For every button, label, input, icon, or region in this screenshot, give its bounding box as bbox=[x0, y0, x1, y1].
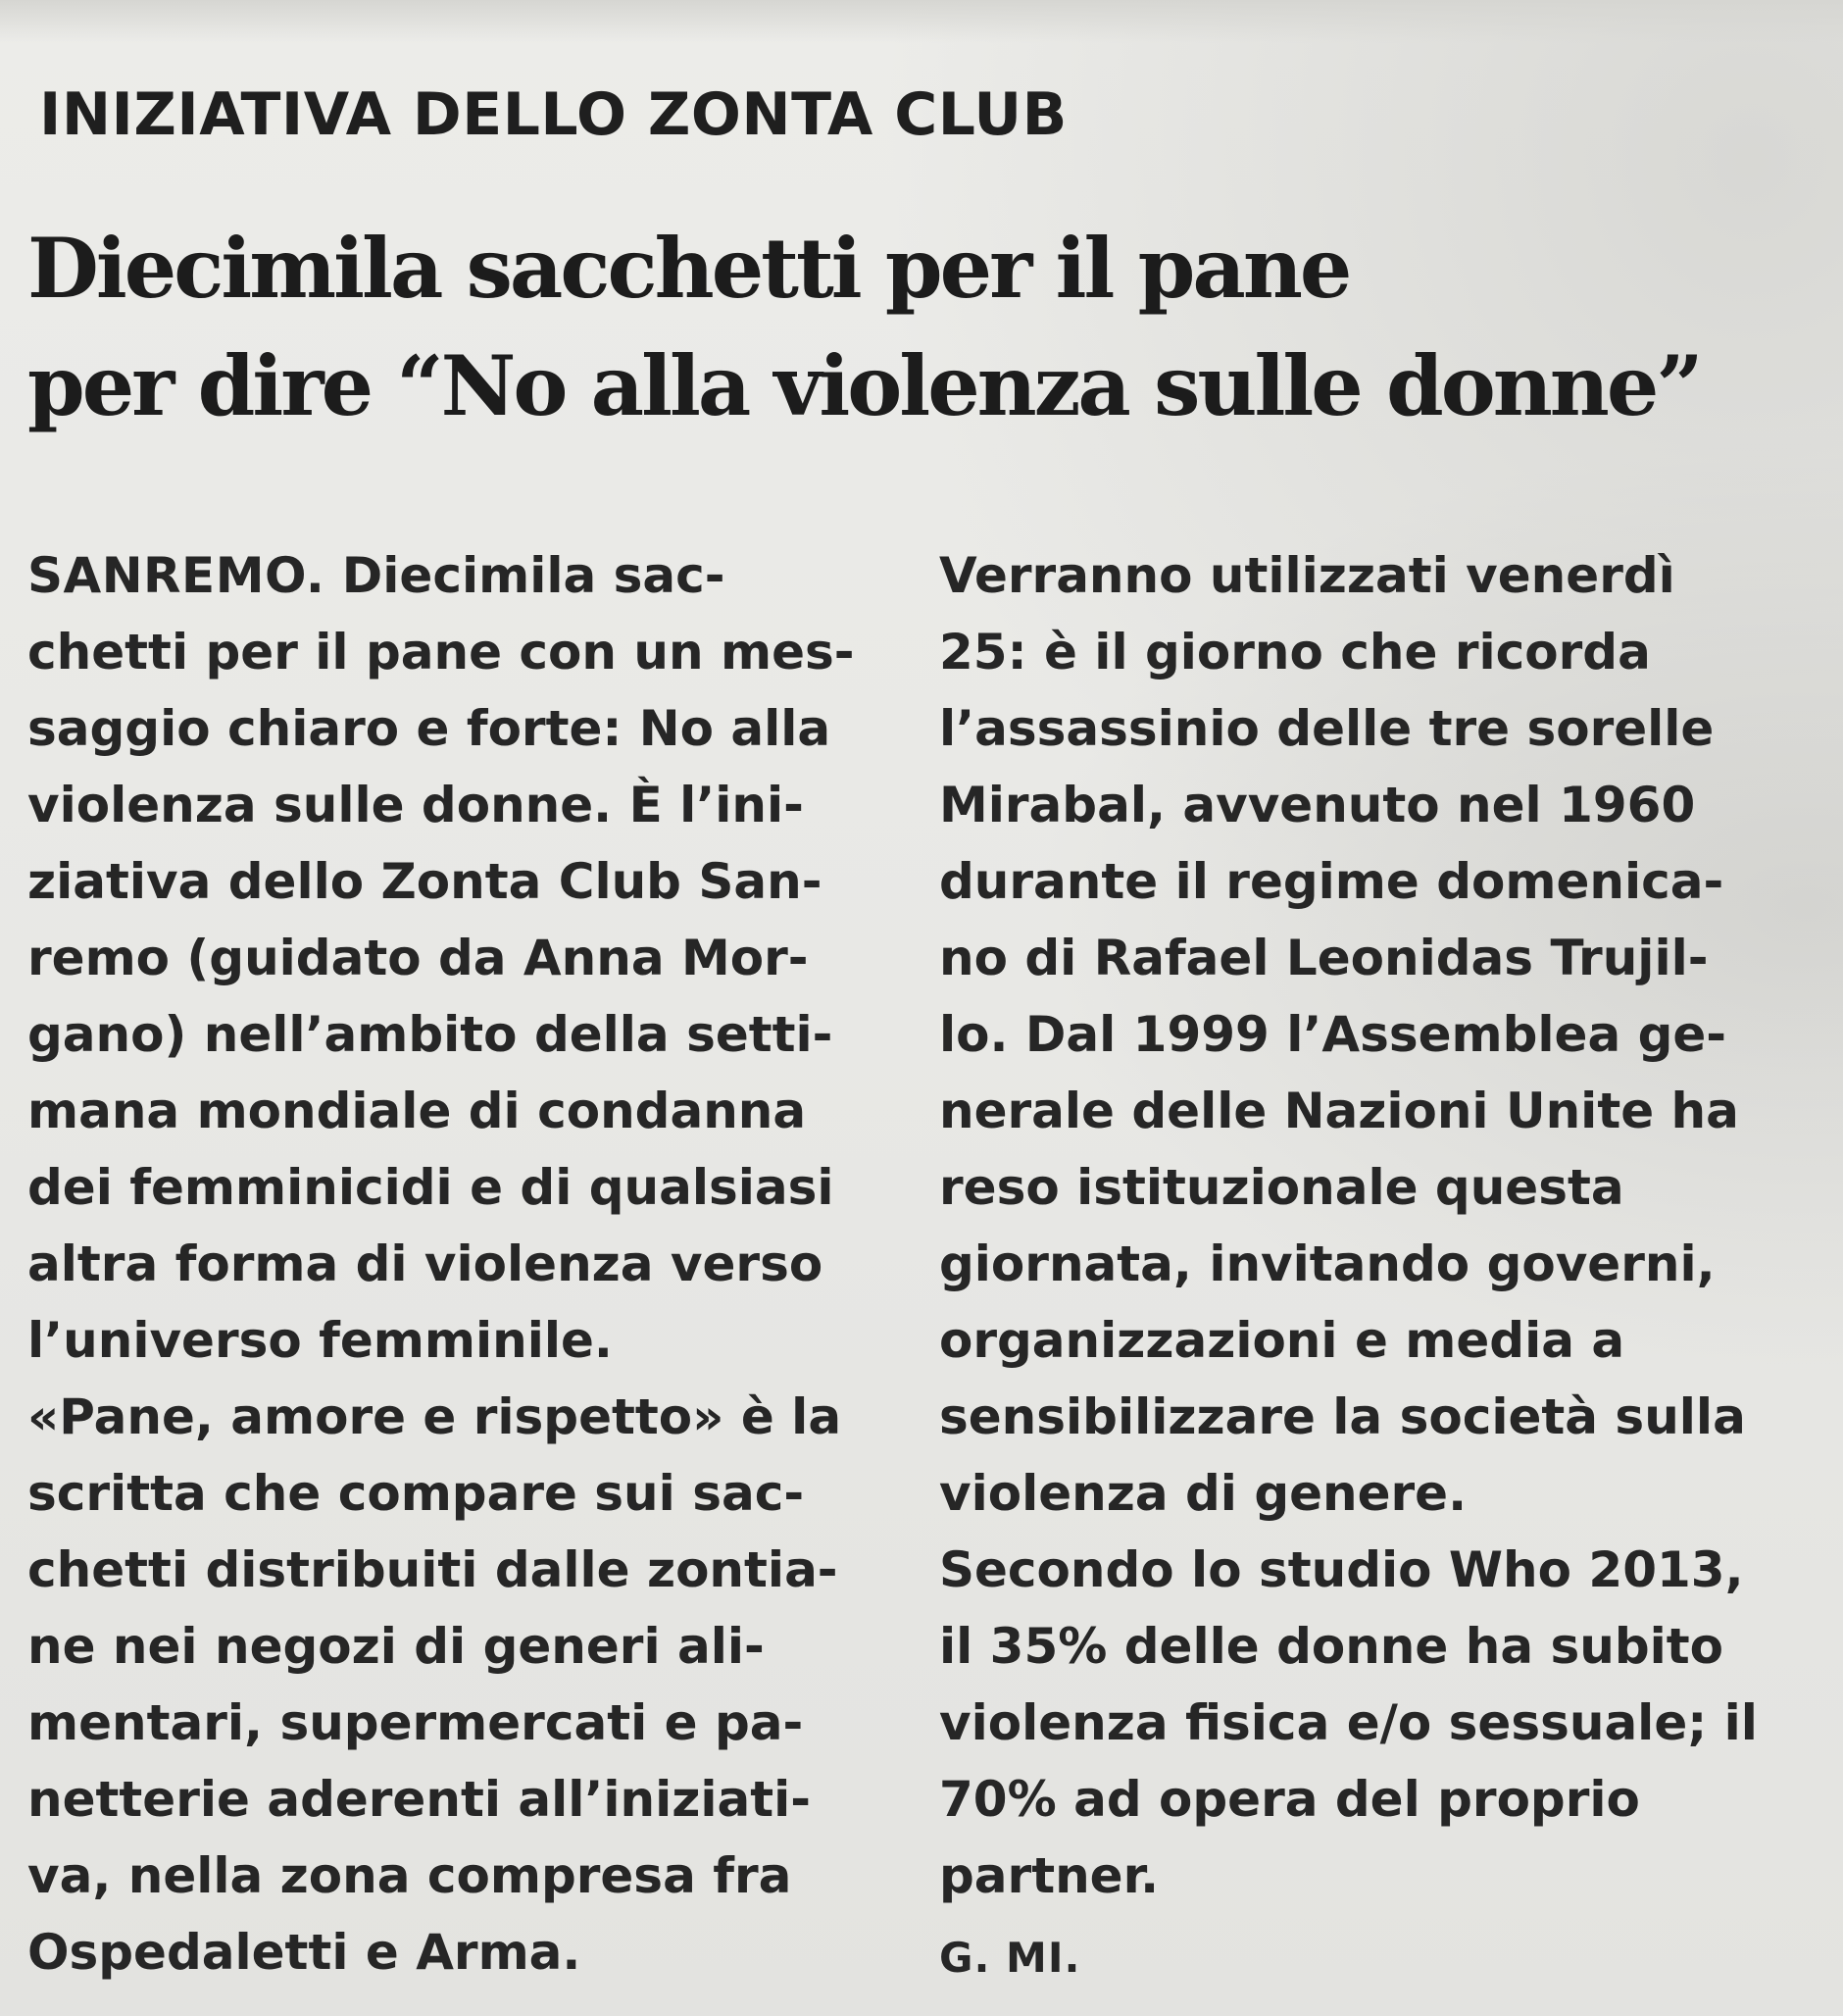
text-line: sensibilizzare la società sulla bbox=[939, 1388, 1746, 1445]
article-column-left bbox=[27, 537, 890, 1991]
text-line: chetti per il pane con un mes- bbox=[27, 624, 855, 680]
text-line: violenza sulle donne. È l’ini- bbox=[27, 777, 804, 833]
headline-line: Diecimila sacchetti per il pane bbox=[27, 220, 1350, 317]
text-line: ne nei negozi di generi ali- bbox=[27, 1618, 765, 1675]
text-line: scritta che compare sui sac- bbox=[27, 1465, 805, 1522]
text-line: ziativa dello Zonta Club San- bbox=[27, 853, 822, 910]
text-line: chetti distribuiti dalle zontia- bbox=[27, 1541, 838, 1598]
article-byline: G. MI. bbox=[939, 1934, 1081, 1982]
text-line: partner. bbox=[939, 1847, 1160, 1904]
text-line: durante il regime domenica- bbox=[939, 853, 1724, 910]
text-line: remo (guidato da Anna Mor- bbox=[27, 930, 809, 986]
headline-line: per dire “No alla violenza sulle donne” bbox=[27, 337, 1701, 434]
text-line: saggio chiaro e forte: No alla bbox=[27, 700, 831, 757]
article-kicker: INIZIATIVA DELLO ZONTA CLUB bbox=[39, 80, 1068, 149]
text-line: reso istituzionale questa bbox=[939, 1159, 1624, 1216]
text-line: violenza di genere. bbox=[939, 1465, 1468, 1522]
text-line: netterie aderenti all’iniziati- bbox=[27, 1771, 812, 1828]
text-line: lo. Dal 1999 l’Assemblea ge- bbox=[939, 1006, 1727, 1063]
text-line: Mirabal, avvenuto nel 1960 bbox=[939, 777, 1696, 833]
text-line: gano) nell’ambito della setti- bbox=[27, 1006, 833, 1063]
dateline: SANREMO. bbox=[27, 547, 325, 604]
text-line: 25: è il giorno che ricorda bbox=[939, 624, 1651, 680]
text-line: mana mondiale di condanna bbox=[27, 1083, 807, 1139]
text-line: nerale delle Nazioni Unite ha bbox=[939, 1083, 1739, 1139]
text-line: mentari, supermercati e pa- bbox=[27, 1694, 804, 1751]
text-fragment: Diecimila sac- bbox=[324, 547, 725, 604]
text-line: dei femminicidi e di qualsiasi bbox=[27, 1159, 834, 1216]
text-line: il 35% delle donne ha subito bbox=[939, 1618, 1723, 1675]
text-line: giornata, invitando governi, bbox=[939, 1235, 1716, 1292]
text-line: Ospedaletti e Arma. bbox=[27, 1924, 581, 1981]
text-line: va, nella zona compresa fra bbox=[27, 1847, 792, 1904]
text-line: altra forma di violenza verso bbox=[27, 1235, 823, 1292]
text-line: no di Rafael Leonidas Trujil- bbox=[939, 930, 1709, 986]
page-shadow bbox=[0, 0, 1843, 43]
article-column-right bbox=[939, 537, 1821, 1996]
text-line: violenza fisica e/o sessuale; il bbox=[939, 1694, 1758, 1751]
text-line: l’universo femminile. bbox=[27, 1312, 613, 1369]
text-line: «Pane, amore e rispetto» è la bbox=[27, 1388, 842, 1445]
text-line: organizzazioni e media a bbox=[939, 1312, 1625, 1369]
text-line: l’assassinio delle tre sorelle bbox=[939, 700, 1715, 757]
text-line bbox=[27, 537, 890, 614]
article-headline bbox=[27, 210, 1792, 445]
text-line: Secondo lo studio Who 2013, bbox=[939, 1541, 1744, 1598]
text-line: 70% ad opera del proprio bbox=[939, 1771, 1640, 1828]
text-line: Verranno utilizzati venerdì bbox=[939, 547, 1675, 604]
